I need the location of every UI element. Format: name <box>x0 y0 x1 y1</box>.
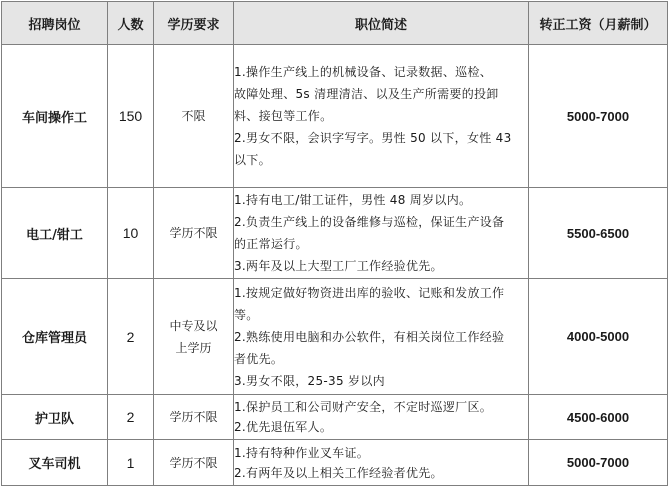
education-cell <box>154 188 234 279</box>
count-cell: 2 <box>108 395 154 440</box>
header-count: 人数 <box>108 2 154 45</box>
position-cell: 护卫队 <box>2 395 108 440</box>
table-row <box>2 279 668 395</box>
table-row <box>2 188 668 279</box>
count-cell: 1 <box>108 440 154 486</box>
education-cell <box>154 279 234 395</box>
header-description: 职位简述 <box>234 2 529 45</box>
education-cell <box>154 45 234 188</box>
description-cell <box>234 440 529 486</box>
education-cell <box>154 440 234 486</box>
description-line: 1.保护员工和公司财产安全，不定时巡逻厂区。 <box>234 400 493 414</box>
description-cell <box>234 188 529 279</box>
description-line: 以下。 <box>234 153 271 167</box>
salary-cell: 5000-7000 <box>529 45 668 188</box>
description-line: 等。 <box>234 307 259 322</box>
education-line: 学历不限 <box>169 410 218 424</box>
education-line: 不限 <box>181 109 206 123</box>
description-line: 2.负责生产线上的设备维修与巡检，保证生产设备 <box>234 215 505 229</box>
salary-cell: 5500-6500 <box>529 188 668 279</box>
table-row <box>2 440 668 486</box>
position-cell: 仓库管理员 <box>2 279 108 395</box>
description-line: 2.优先退伍军人。 <box>234 420 333 434</box>
description-cell <box>234 279 529 395</box>
salary-cell: 5000-7000 <box>529 440 668 486</box>
header-row <box>2 2 668 45</box>
description-line: 3.男女不限，25-35 岁以内 <box>234 373 385 388</box>
count-cell: 2 <box>108 279 154 395</box>
description-line: 1.操作生产线上的机械设备、记录数据、巡检、 <box>234 65 493 79</box>
salary-cell: 4500-6000 <box>529 395 668 440</box>
description-line: 1.持有电工/钳工证件，男性 48 周岁以内。 <box>234 193 472 207</box>
description-line: 1.按规定做好物资进出库的验收、记账和发放工作 <box>234 285 505 300</box>
header-salary: 转正工资（月薪制） <box>529 2 668 45</box>
position-cell: 叉车司机 <box>2 440 108 486</box>
description-line: 料、接包等工作。 <box>234 109 333 123</box>
position-cell: 车间操作工 <box>2 45 108 188</box>
count-cell: 150 <box>108 45 154 188</box>
position-cell: 电工/钳工 <box>2 188 108 279</box>
header-education: 学历要求 <box>154 2 234 45</box>
header-position: 招聘岗位 <box>2 2 108 45</box>
recruitment-table <box>1 1 668 486</box>
education-cell <box>154 395 234 440</box>
description-line: 2.男女不限，会识字写字。男性 50 以下，女性 43 <box>234 131 512 145</box>
description-cell <box>234 395 529 440</box>
description-line: 的正常运行。 <box>234 237 308 251</box>
education-line: 学历不限 <box>169 455 218 470</box>
description-line: 2.熟练使用电脑和办公软件，有相关岗位工作经验 <box>234 329 505 344</box>
salary-cell: 4000-5000 <box>529 279 668 395</box>
description-line: 1.持有特种作业叉车证。 <box>234 445 370 460</box>
description-line: 故障处理、5s 清理清洁、以及生产所需要的投卸 <box>234 87 499 101</box>
description-line: 者优先。 <box>234 351 284 366</box>
description-line: 2.有两年及以上相关工作经验者优先。 <box>234 465 443 480</box>
description-cell <box>234 45 529 188</box>
table-row <box>2 45 668 188</box>
description-line: 3.两年及以上大型工厂工作经验优先。 <box>234 259 443 273</box>
table-row <box>2 395 668 440</box>
education-line: 学历不限 <box>169 226 218 240</box>
education-line: 中专及以 <box>169 318 218 333</box>
count-cell: 10 <box>108 188 154 279</box>
education-line: 上学历 <box>175 340 212 355</box>
